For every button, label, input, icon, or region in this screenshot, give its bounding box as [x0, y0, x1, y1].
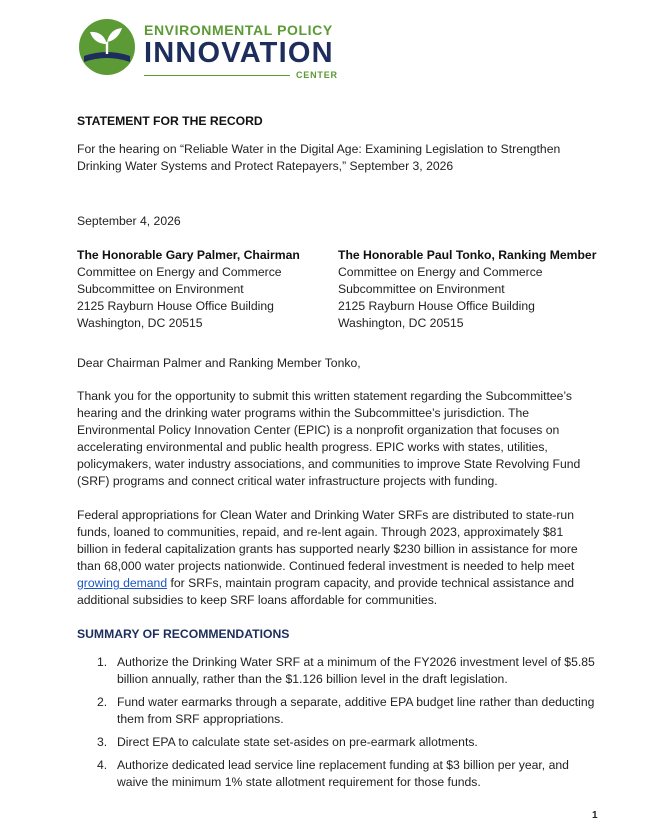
- page-number: 1: [592, 810, 598, 821]
- logo-line-3: CENTER: [296, 70, 338, 80]
- recipient-name: The Honorable Paul Tonko, Ranking Member: [338, 248, 597, 262]
- recipient-address: 2125 Rayburn House Office Building: [77, 299, 274, 313]
- summary-heading: SUMMARY OF RECOMMENDATIONS: [77, 627, 290, 641]
- leaf-sprout-icon: [78, 18, 136, 76]
- list-item: [77, 757, 597, 791]
- list-item-text: Direct EPA to calculate state set-asides on pre-earmark allotments.: [117, 735, 478, 749]
- logo-line-3-wrap: [144, 69, 364, 81]
- funding-paragraph: [77, 507, 597, 609]
- list-number: 2.: [97, 695, 108, 709]
- recommendations-list: [77, 654, 597, 797]
- list-number: 3.: [97, 735, 108, 749]
- list-item: [77, 734, 597, 751]
- logo-wordmark: [144, 22, 364, 81]
- recipient-city: Washington, DC 20515: [338, 316, 464, 330]
- logo-rule: [144, 75, 290, 76]
- list-item: [77, 694, 597, 728]
- list-item-text: Authorize dedicated lead service line replacement funding at $3 billion per year, and waive the minimum 1% state allotment requirement for those funds.: [117, 758, 569, 789]
- list-number: 4.: [97, 758, 108, 772]
- intro-paragraph: Thank you for the opportunity to submit this written statement regarding the Subcommittee’s hearing and the drinking water programs within the Subcommittee’s jurisdiction. The Environmental Policy Innovation Center (EPIC) is a nonprofit organization that focuses on accelerating environmental and public health progress. EPIC works with states, utilities, policymakers, water industry associations, and communities to improve State Revolving Fund (SRF) programs and connect critical water infrastructure projects with funding.: [77, 389, 581, 488]
- letter-date: September 4, 2026: [77, 214, 181, 228]
- funding-paragraph-text-1: Federal appropriations for Clean Water and Drinking Water SRFs are distributed to state-run funds, loaned to communities, repaid, and re-lent again. Through 2023, approximately $81 billion in federal capitalization grants has supported nearly $230 billion in assistance for more than 68,000 water projects nationwide. Continued federal investment is needed to help meet: [77, 508, 578, 573]
- logo-line-2: INNOVATION: [144, 37, 334, 69]
- hearing-description: For the hearing on “Reliable Water in the Digital Age: Examining Legislation to Strengthen Drinking Water Systems and Protect Ratepayers,” September 3, 2026: [77, 142, 561, 173]
- growing-demand-link[interactable]: growing demand: [77, 576, 168, 590]
- epic-logo: [78, 18, 338, 86]
- recipient-subcommittee: Subcommittee on Environment: [338, 282, 505, 296]
- salutation: Dear Chairman Palmer and Ranking Member Tonko,: [77, 356, 361, 370]
- funding-paragraph-text-2: for SRFs, maintain program capacity, and provide technical assistance and additional subsidies to keep SRF loans affordable for communities.: [77, 576, 575, 607]
- recipient-ranking-member: [338, 247, 608, 332]
- recipient-subcommittee: Subcommittee on Environment: [77, 282, 244, 296]
- recipient-chairman: [77, 247, 347, 332]
- list-number: 1.: [97, 655, 108, 669]
- list-item: [77, 654, 597, 688]
- document-title: STATEMENT FOR THE RECORD: [77, 114, 263, 128]
- recipient-address: 2125 Rayburn House Office Building: [338, 299, 535, 313]
- recipient-committee: Committee on Energy and Commerce: [338, 265, 543, 279]
- recipient-committee: Committee on Energy and Commerce: [77, 265, 282, 279]
- logo-line-1: ENVIRONMENTAL POLICY: [144, 22, 333, 38]
- list-item-text: Fund water earmarks through a separate, additive EPA budget line rather than deducting them from SRF appropriations.: [117, 695, 595, 726]
- recipient-city: Washington, DC 20515: [77, 316, 203, 330]
- list-item-text: Authorize the Drinking Water SRF at a minimum of the FY2026 investment level of $5.85 billion annually, rather than the $1.126 billion level in the draft legislation.: [117, 655, 595, 686]
- recipient-name: The Honorable Gary Palmer, Chairman: [77, 248, 300, 262]
